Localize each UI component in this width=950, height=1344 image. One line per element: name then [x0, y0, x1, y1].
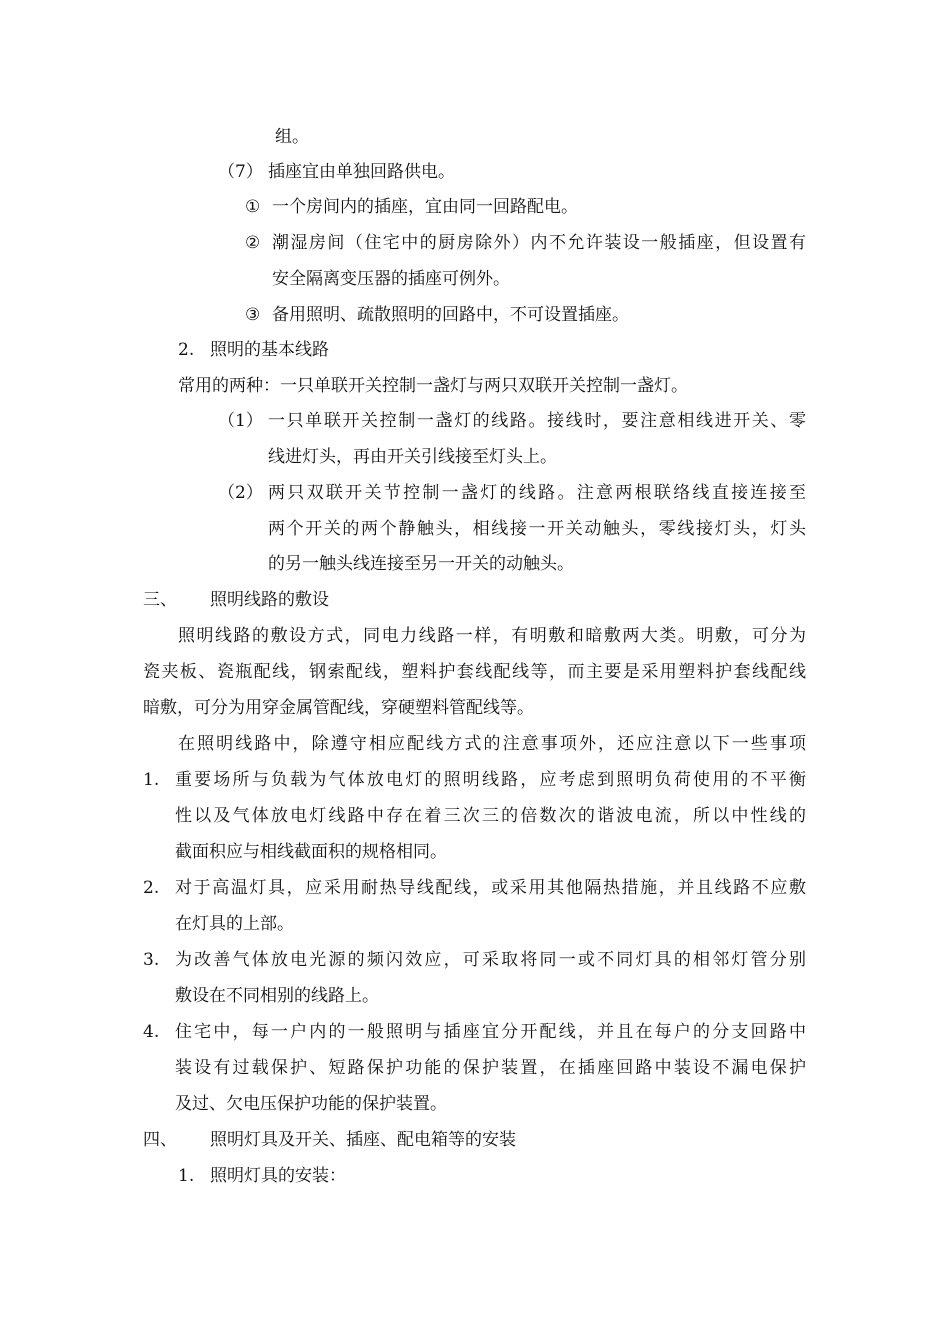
section-heading: 照明灯具及开关、插座、配电箱等的安装: [210, 1130, 516, 1150]
list-marker: （1）: [218, 411, 263, 431]
list-item-text: 重要场所与负载为气体放电灯的照明线路，应考虑到照明负荷使用的不平衡: [175, 770, 806, 790]
list-item-text: 潮湿房间（住宅中的厨房除外）内不允许装设一般插座，但设置有: [272, 233, 806, 253]
section-heading: 照明线路的敷设: [210, 590, 329, 610]
paragraph-line: 暗敷，可分为用穿金属管配线，穿硬塑料管配线等。: [143, 698, 534, 718]
text-line: 在灯具的上部。: [175, 914, 294, 934]
text-line: 及过、欠电压保护功能的保护装置。: [175, 1094, 447, 1114]
section-number: 三、: [143, 590, 177, 610]
list-marker: ③: [245, 305, 261, 325]
list-marker: ②: [245, 233, 261, 253]
list-item-text: 一只单联开关控制一盏灯的线路。接线时，要注意相线进开关、零: [268, 411, 806, 431]
section-number: 四、: [143, 1130, 177, 1150]
list-marker: （2）: [218, 483, 263, 503]
section-number: 1.: [178, 1166, 195, 1186]
list-item-text: 对于高温灯具，应采用耐热导线配线，或采用其他隔热措施，并且线路不应敷: [175, 878, 806, 898]
text-line: 组。: [275, 127, 309, 147]
text-line: 线进灯头，再由开关引线接至灯头上。: [268, 447, 557, 467]
list-marker: （7）: [218, 162, 263, 182]
text-line: 两个开关的两个静触头，相线接一开关动触头，零线接灯头，灯头: [268, 519, 806, 539]
section-heading: 照明灯具的安装：: [210, 1166, 346, 1186]
list-item-text: 住宅中，每一户内的一般照明与插座宜分开配线，并且在每户的分支回路中: [175, 1022, 806, 1042]
list-item-text: 备用照明、疏散照明的回路中，不可设置插座。: [272, 305, 629, 325]
list-number: 4.: [143, 1022, 160, 1042]
paragraph-line: 在照明线路中，除遵守相应配线方式的注意事项外，还应注意以下一些事项: [178, 734, 806, 754]
list-number: 3.: [143, 950, 160, 970]
section-heading: 照明的基本线路: [210, 340, 329, 360]
text-line: 的另一触头线连接至另一开关的动触头。: [268, 554, 574, 574]
list-number: 2.: [143, 878, 160, 898]
paragraph-line: 照明线路的敷设方式，同电力线路一样，有明敷和暗敷两大类。明敷，可分为: [178, 626, 806, 646]
list-item-text: 插座宜由单独回路供电。: [268, 162, 455, 182]
text-line: 安全隔离变压器的插座可例外。: [272, 269, 510, 289]
paragraph-line: 瓷夹板、瓷瓶配线，钢索配线，塑料护套线配线等，而主要是采用塑料护套线配线: [143, 662, 806, 682]
text-line: 敷设在不同相别的线路上。: [175, 986, 379, 1006]
section-number: 2.: [178, 340, 195, 360]
list-item-text: 一个房间内的插座，宜由同一回路配电。: [272, 197, 578, 217]
text-line: 装设有过载保护、短路保护功能的保护装置，在插座回路中装设不漏电保护: [175, 1058, 806, 1078]
text-line: 常用的两种：一只单联开关控制一盏灯与两只双联开关控制一盏灯。: [178, 376, 688, 396]
text-line: 性以及气体放电灯线路中存在着三次三的倍数次的谐波电流，所以中性线的: [175, 806, 806, 826]
text-line: 截面积应与相线截面积的规格相同。: [175, 842, 447, 862]
list-number: 1.: [143, 770, 160, 790]
list-item-text: 为改善气体放电光源的频闪效应，可采取将同一或不同灯具的相邻灯管分别: [175, 950, 806, 970]
list-item-text: 两只双联开关节控制一盏灯的线路。注意两根联络线直接连接至: [268, 483, 806, 503]
list-marker: ①: [245, 197, 261, 217]
